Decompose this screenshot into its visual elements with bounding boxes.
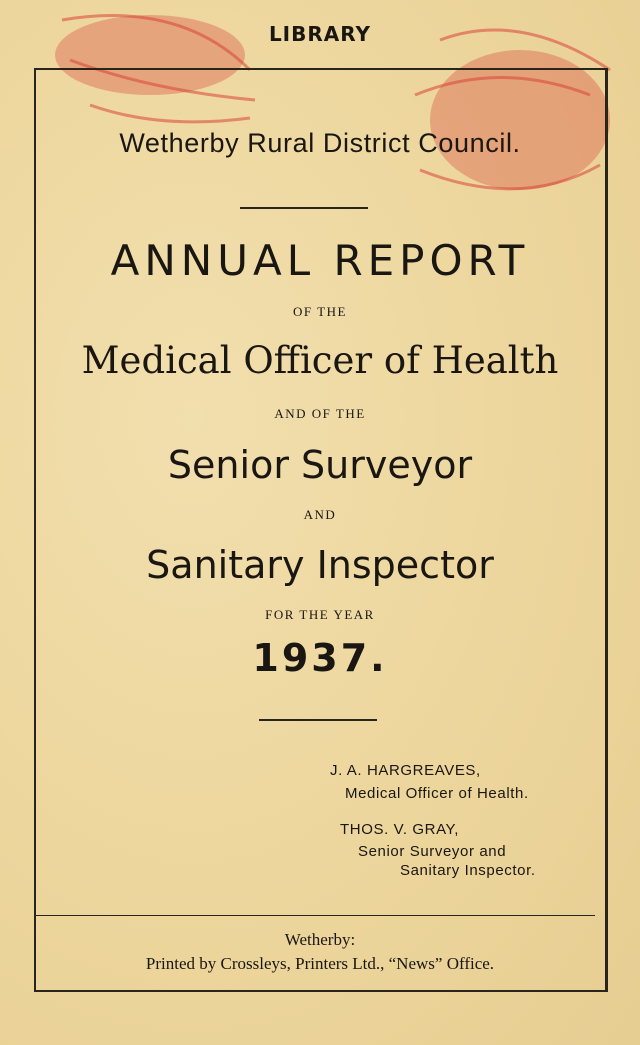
- sanitary-inspector-heading: Sanitary Inspector: [146, 543, 494, 587]
- of-the-text: OF THE: [293, 304, 347, 319]
- library-stamp-text: LIBRARY: [268, 22, 372, 46]
- divider-middle: [259, 719, 377, 721]
- divider-bottom: [35, 915, 595, 916]
- medical-officer-heading: Medical Officer of Health: [81, 339, 559, 382]
- publication-place: Wetherby:: [284, 930, 356, 949]
- report-year: 1937.: [252, 636, 388, 680]
- surveyor-title-line-1: Senior Surveyor and: [358, 843, 507, 860]
- for-the-year-text: FOR THE YEAR: [265, 607, 375, 622]
- annual-report-title: ANNUAL REPORT: [110, 236, 530, 285]
- divider-top: [240, 207, 368, 209]
- medical-officer-name: J. A. HARGREAVES,: [330, 762, 481, 779]
- and-text: AND: [303, 507, 337, 522]
- printer-line: Printed by Crossleys, Printers Ltd., “News” Office.: [145, 954, 495, 973]
- council-name: Wetherby Rural District Council.: [119, 128, 521, 158]
- and-of-the-text: AND OF THE: [274, 406, 366, 421]
- medical-officer-title: Medical Officer of Health.: [345, 785, 529, 802]
- surveyor-name: THOS. V. GRAY,: [340, 821, 459, 838]
- senior-surveyor-heading: Senior Surveyor: [167, 443, 473, 487]
- surveyor-title-line-2: Sanitary Inspector.: [400, 862, 536, 879]
